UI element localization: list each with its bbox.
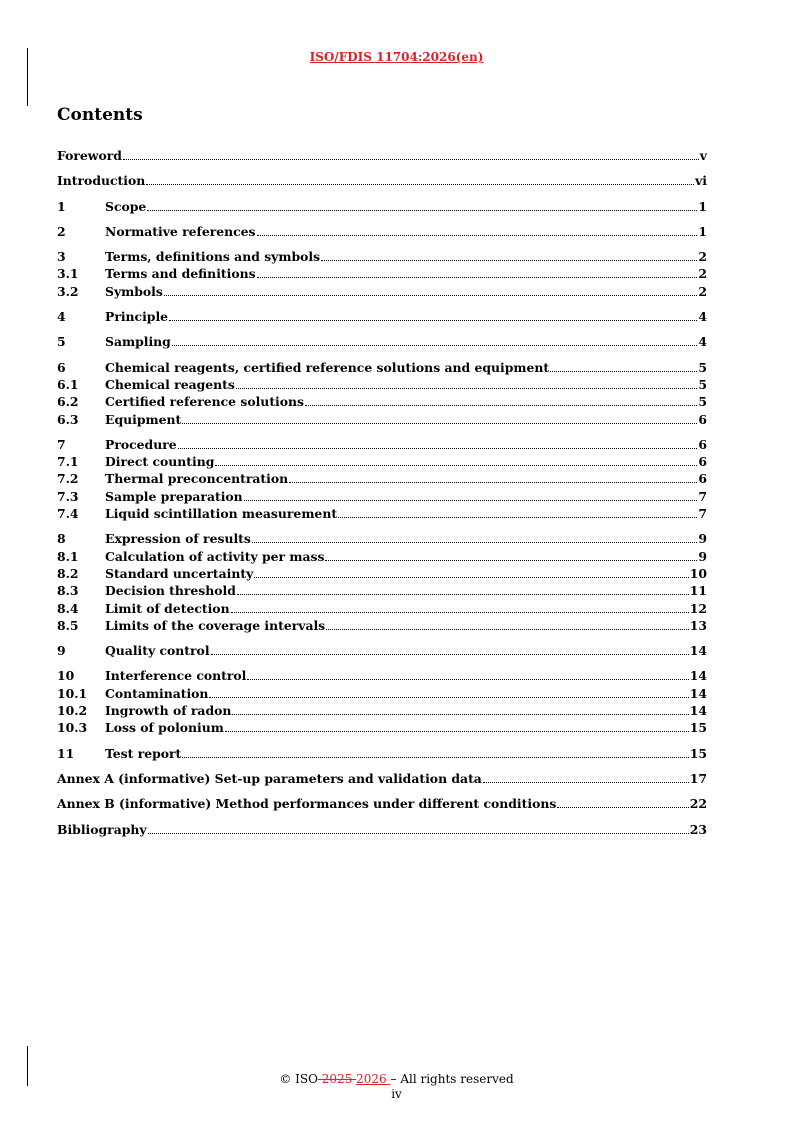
toc-entry[interactable] [57,284,707,301]
toc-leader-dots [252,542,698,543]
toc-entry-number: 9 [57,643,66,659]
toc-entry-title: Direct counting [105,454,215,470]
toc-entry-title: Equipment [105,411,182,427]
toc-leader-dots [326,629,689,630]
toc-entry-number: 3.2 [57,283,79,299]
toc-entry[interactable] [57,746,707,763]
toc-entry[interactable] [57,394,707,411]
toc-leader-dots [211,654,689,655]
toc-entry[interactable] [57,796,707,813]
toc-entry-title: Calculation of activity per mass [105,548,325,564]
toc-entry-page: 15 [689,720,707,736]
toc-leader-dots [232,714,688,715]
toc-leader-dots [182,423,697,424]
toc-entry[interactable] [57,720,707,737]
toc-entry-page: 4 [698,309,707,325]
toc-entry-title: Chemical reagents, certified reference solutions and equipment [105,359,550,375]
toc-entry-title: Contamination [105,685,209,701]
toc-entry-page: v [699,148,707,163]
toc-entry-page: 6 [698,454,707,470]
toc-entry-title: Procedure [105,436,177,452]
toc-entry-page: 23 [689,821,707,837]
toc-entry-number: 8.1 [57,548,79,564]
toc-entry-page: 2 [698,283,707,299]
toc-entry-title: Sampling [105,334,171,350]
toc-entry[interactable] [57,643,707,660]
toc-entry-page: 7 [698,488,707,504]
toc-leader-dots [321,260,697,261]
toc-entry-page: 14 [689,703,707,719]
toc-leader-dots [172,345,698,346]
toc-leader-dots [146,184,694,185]
toc-leader-dots [289,482,697,483]
toc-entry[interactable] [57,549,707,566]
toc-entry-page: 14 [689,668,707,684]
toc-leader-dots [247,679,688,680]
toc-entry-title: Ingrowth of radon [105,703,232,719]
toc-entry-page: 14 [689,643,707,659]
toc-entry-title: Interference control [105,668,247,684]
toc-entry-number: 6.3 [57,411,79,427]
copyright-suffix: – All rights reserved [390,1072,514,1086]
toc-entry-number: 10.1 [57,685,88,701]
document-id-header: ISO/FDIS 11704:2026(en) [309,50,484,64]
toc-entry-page: 15 [689,745,707,761]
table-of-contents [57,148,707,839]
toc-entry-title: Loss of polonium [105,720,224,736]
deleted-year: 2025 [317,1072,357,1086]
toc-leader-dots [147,210,697,211]
toc-entry-page: vi [695,173,707,189]
toc-entry-title: Chemical reagents [105,376,235,392]
toc-entry-title: Normative references [105,223,256,239]
toc-entry-page: 7 [698,506,707,522]
toc-entry-page: 4 [698,334,707,350]
toc-entry-number: 8.4 [57,600,79,616]
toc-leader-dots [231,612,689,613]
toc-entry-number: 2 [57,223,66,239]
toc-entry[interactable] [57,686,707,703]
toc-entry-title: Limit of detection [105,600,230,616]
toc-leader-dots [305,405,697,406]
toc-leader-dots [325,560,697,561]
toc-entry-page: 6 [698,411,707,427]
toc-entry-number: 6.1 [57,376,79,392]
toc-leader-dots [483,782,689,783]
toc-leader-dots [225,731,689,732]
toc-entry-title: Standard uncertainty [105,565,254,581]
toc-entry[interactable] [57,618,707,635]
toc-leader-dots [254,577,688,578]
toc-entry-number: 10.3 [57,720,88,736]
toc-entry-number: 10.2 [57,703,88,719]
toc-leader-dots [182,757,688,758]
toc-entry[interactable] [57,583,707,600]
toc-leader-dots [557,807,688,808]
toc-entry-title: Quality control [105,643,210,659]
footer [0,1072,793,1102]
toc-entry-number: 6.2 [57,394,79,410]
toc-entry[interactable] [57,703,707,720]
toc-entry[interactable] [57,454,707,471]
toc-entry-page: 5 [698,394,707,410]
toc-entry-title: Expression of results [105,531,251,547]
toc-entry-title: Annex A (informative) Set-up parameters and validation data [57,770,482,786]
toc-entry-title: Test report [105,745,182,761]
toc-entry-page: 1 [698,223,707,239]
toc-entry-title: Foreword [57,148,122,163]
toc-entry[interactable] [57,601,707,618]
toc-leader-dots [236,388,698,389]
toc-entry[interactable] [57,224,707,241]
toc-leader-dots [550,371,697,372]
toc-entry[interactable] [57,249,707,266]
toc-entry-page: 22 [689,796,707,812]
toc-entry-title: Bibliography [57,821,147,837]
toc-entry-number: 3 [57,249,66,265]
toc-entry-number: 7.2 [57,471,79,487]
toc-entry-page: 10 [689,565,707,581]
toc-entry-number: 5 [57,334,66,350]
toc-entry-number: 7.3 [57,488,79,504]
toc-entry[interactable] [57,668,707,685]
copyright-line [0,1072,793,1087]
toc-entry-number: 8.2 [57,565,79,581]
toc-entry[interactable] [57,360,707,377]
toc-entry-number: 10 [57,668,75,684]
toc-entry-number: 8.3 [57,583,79,599]
toc-entry[interactable] [57,199,707,216]
toc-entry-page: 12 [689,600,707,616]
toc-entry-title: Annex B (informative) Method performances under different conditions [57,796,557,812]
toc-entry-number: 11 [57,745,75,761]
toc-entry-title: Principle [105,309,169,325]
toc-entry-title: Symbols [105,283,163,299]
toc-entry-title: Sample preparation [105,488,243,504]
toc-entry[interactable] [57,412,707,429]
toc-entry-page: 6 [698,436,707,452]
toc-entry[interactable] [57,471,707,488]
toc-entry-page: 11 [689,583,707,599]
toc-leader-dots [237,594,689,595]
toc-leader-dots [123,159,699,160]
toc-entry-page: 9 [698,531,707,547]
toc-entry-title: Decision threshold [105,583,236,599]
toc-entry-title: Introduction [57,173,146,189]
toc-entry-page: 1 [698,198,707,214]
toc-entry-page: 13 [689,617,707,633]
toc-entry-page: 5 [698,359,707,375]
toc-entry-page: 5 [698,376,707,392]
copyright-prefix: © ISO [279,1072,318,1086]
toc-leader-dots [244,500,698,501]
toc-entry-title: Liquid scintillation measurement [105,506,338,522]
toc-entry[interactable] [57,148,707,165]
toc-leader-dots [148,833,689,834]
toc-entry[interactable] [57,334,707,351]
toc-entry-page: 2 [698,249,707,265]
toc-leader-dots [164,295,698,296]
toc-leader-dots [178,448,698,449]
toc-entry-title: Certified reference solutions [105,394,304,410]
toc-leader-dots [338,517,697,518]
toc-entry[interactable] [57,173,707,190]
toc-entry-page: 2 [698,266,707,282]
toc-entry[interactable] [57,531,707,548]
toc-entry-number: 3.1 [57,266,79,282]
page-number: iv [391,1087,402,1101]
toc-entry-page: 9 [698,548,707,564]
toc-entry-page: 17 [689,770,707,786]
toc-entry[interactable] [57,309,707,326]
toc-entry-number: 7.1 [57,454,79,470]
toc-entry-number: 8 [57,531,66,547]
toc-leader-dots [209,697,688,698]
inserted-year: 2026 [356,1072,391,1086]
toc-entry-number: 4 [57,309,66,325]
toc-leader-dots [215,465,697,466]
toc-entry[interactable] [57,437,707,454]
toc-entry-title: Terms and definitions [105,266,256,282]
toc-entry-page: 14 [689,685,707,701]
toc-entry-title: Scope [105,198,147,214]
toc-entry-number: 7.4 [57,506,79,522]
toc-entry[interactable] [57,771,707,788]
toc-entry-title: Limits of the coverage intervals [105,617,326,633]
toc-entry-number: 1 [57,198,66,214]
toc-leader-dots [257,277,698,278]
toc-entry[interactable] [57,489,707,506]
toc-entry-title: Terms, definitions and symbols [105,249,321,265]
toc-leader-dots [257,235,698,236]
toc-entry-title: Thermal preconcentration [105,471,289,487]
toc-entry-number: 8.5 [57,617,79,633]
toc-entry[interactable] [57,822,707,839]
toc-entry-page: 6 [698,471,707,487]
toc-entry[interactable] [57,506,707,523]
toc-entry[interactable] [57,377,707,394]
toc-entry[interactable] [57,266,707,283]
toc-leader-dots [169,320,697,321]
toc-entry-number: 6 [57,359,66,375]
toc-entry-number: 7 [57,436,66,452]
page-title: Contents [57,105,143,125]
toc-entry[interactable] [57,566,707,583]
